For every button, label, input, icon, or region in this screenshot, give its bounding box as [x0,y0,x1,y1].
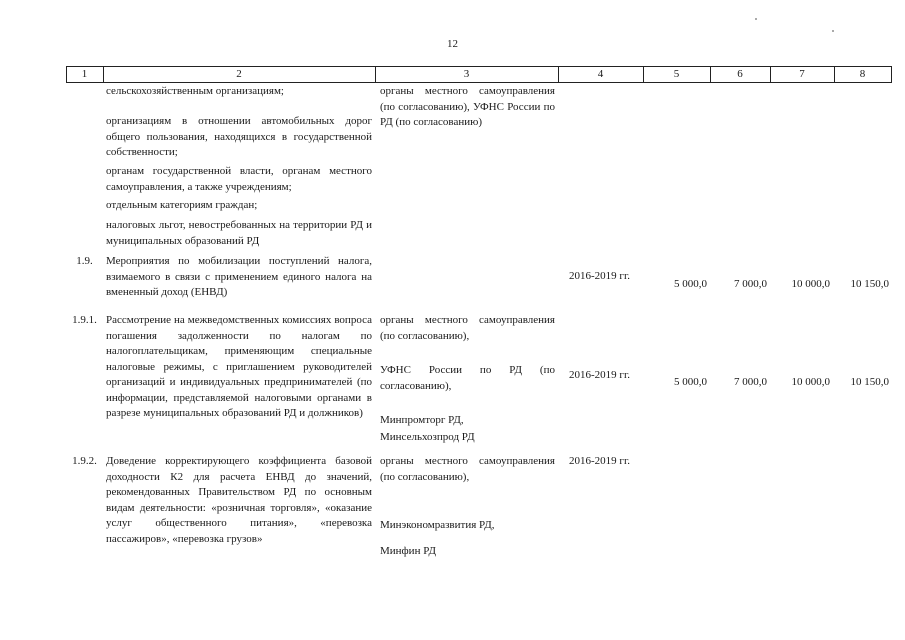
continuation-text: налоговых льгот, невостребованных на территории РД и муниципальных образований РД [106,219,372,247]
column-header-6: 6 [737,68,743,80]
row-title: Доведение корректирующего коэффициента базовой доходности К2 для расчета ЕНВД до значений, рекомендованных Правительством РД по основным видам деятельности: «розничная торговля», «оказание услуг общественного питания», «перевозка пассажиров», «перевозка грузов» [106,455,372,545]
row-title: Рассмотрение на межведомственных комиссиях вопроса погашения задолженности по налогам по налогоплательщикам, применяющим специальные налоговые режимы, с приглашением руководителей организаций и индивидуальных предпринимателей (по информации, представляемой налоговыми органами в разрезе муниципальных образований РД и должников) [106,314,372,419]
page-number: 12 [447,38,458,50]
row-value-col6: 7 000,0 [734,278,767,290]
row-value-col7: 10 000,0 [791,376,830,388]
executor-text: Минпромторг РД, [380,414,464,426]
executor-text: Минфин РД [380,545,436,557]
row-value-col6: 7 000,0 [734,376,767,388]
executor-text: органы местного самоуправления (по согласованию), УФНС России по РД (по согласованию) [380,85,555,128]
column-header-7: 7 [799,68,805,80]
row-value-col7: 10 000,0 [791,278,830,290]
column-header-2: 2 [236,68,242,80]
row-period: 2016-2019 гг. [569,369,630,381]
table-header-bottom-border [66,82,892,83]
scan-speck [832,30,834,32]
executor-text: органы местного самоуправления (по согласованию), [380,455,555,483]
column-header-1: 1 [81,68,88,80]
column-header-5: 5 [673,68,680,80]
column-header-4: 4 [597,68,604,80]
continuation-text: организациям в отношении автомобильных дорог общего пользования, находящихся в государственной собственности; [106,115,372,158]
executor-text: органы местного самоуправления (по согласованию), [380,314,555,342]
executor-text: Минсельхозпрод РД [380,431,475,443]
continuation-text: органам государственной власти, органам местного самоуправления, а также учреждениям; [106,165,372,193]
row-number: 1.9. [76,255,93,267]
column-header-3: 3 [463,68,470,80]
row-title: Мероприятия по мобилизации поступлений налога, взимаемого в связи с применением единого налога на вмененный доход (ЕНВД) [106,255,372,298]
executor-text: УФНС России по РД (по согласованию), [380,364,555,392]
row-number: 1.9.2. [72,455,97,467]
row-value-col8: 10 150,0 [850,376,889,388]
row-value-col8: 10 150,0 [850,278,889,290]
row-period: 2016-2019 гг. [569,270,630,282]
executor-text: Минэкономразвития РД, [380,519,495,531]
row-number: 1.9.1. [72,314,97,326]
row-value-col5: 5 000,0 [674,376,707,388]
continuation-text: сельскохозяйственным организациям; [106,85,284,97]
continuation-text: отдельным категориям граждан; [106,199,258,211]
row-period: 2016-2019 гг. [569,455,630,467]
scan-speck [755,18,757,20]
row-value-col5: 5 000,0 [674,278,707,290]
column-divider [891,66,892,82]
column-header-8: 8 [859,68,866,80]
